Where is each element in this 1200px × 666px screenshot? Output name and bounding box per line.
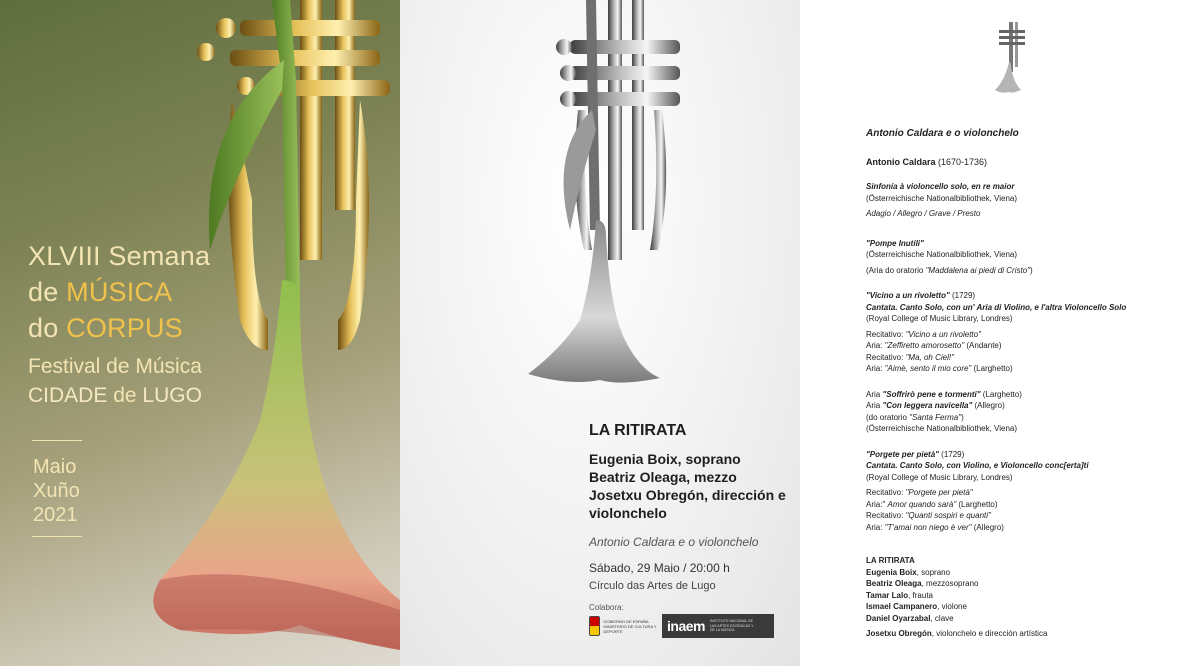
- concert-panel: [400, 0, 800, 666]
- cast-member: Beatriz Oleaga, mezzosoprano: [866, 579, 979, 588]
- cast-member: Eugenia Boix, soprano: [866, 567, 951, 577]
- inaem-logo: [662, 614, 774, 638]
- thumbnail-illustration: [971, 12, 1051, 102]
- work-5: "Porgete per pietà" (1729) Cantata. Canto Solo, con Violino, e Violoncello conc[erta]ti (Royal College of Music Library, Londres) Recitativo: "Porgete per pietà" Aria:" Amor quando sarà" (Larghetto) Recitativo: "Quanti sospiri e quanti" Aria: "T'amai non niego è ver" (Allegro): [866, 449, 1089, 532]
- performer-2: Beatriz Oleaga, mezzo: [589, 469, 737, 485]
- performer-3: Josetxu Obregón, dirección e violonchelo: [589, 487, 786, 521]
- work-3: "Vicino a un rivoletto" (1729) Cantata. Canto Solo, con un' Aria di Violino, e l'altra Violoncello Solo (Royal College of Music Library, Londres) Recitativo: "Vicino a un rivoletto" Aria: "Zeffiretto amorosetto" (Andante) Recitativo: "Ma, oh Ciel!" Aria: "Aimè, sento il mio core" (Larghetto): [866, 291, 1127, 373]
- performers: [589, 450, 794, 522]
- program-title: Antonio Caldara e o violonchelo: [589, 535, 759, 549]
- festival-dates: [33, 455, 80, 527]
- concert-venue: Círculo das Artes de Lugo: [589, 580, 716, 592]
- sponsor-label: Colabora:: [589, 603, 624, 612]
- work-1: Sinfonía à violoncello solo, en re maior (Österreichische Nationalbibliothek, Viena) Adagio / Allegro / Grave / Presto: [866, 182, 1018, 218]
- cast-ensemble: LA RITIRATA: [866, 556, 915, 565]
- month-june: Xuño: [33, 480, 80, 502]
- program-heading: Antonio Caldara e o violonchelo: [866, 128, 1019, 139]
- work-4: Aria "Soffrirò pene e tormenti" (Larghetto) Aria "Con leggera navicella" (Allegro) (do oratorio "Santa Ferma") (Österreichische Nationalbibliothek, Viena): [866, 389, 1022, 433]
- performer-1: Eugenia Boix, soprano: [589, 451, 741, 467]
- cast-member: Ismael Campanero, violone: [866, 602, 967, 611]
- month-may: Maio: [33, 456, 77, 478]
- title-line-2: de MÚSICA: [28, 277, 173, 307]
- year: 2021: [33, 504, 78, 526]
- ensemble-name: LA RITIRATA: [589, 422, 687, 439]
- concert-date: Sábado, 29 Maio / 20:00 h: [589, 561, 730, 575]
- inaem-logo-desc: INSTITUTO NACIONAL DE LAS ARTES ESCÉNICAS Y DE LA MÚSICA: [709, 619, 754, 633]
- city-label: CIDADE de LUGO: [28, 384, 202, 407]
- divider-bottom: [32, 536, 82, 537]
- inaem-logo-name: inaem: [667, 618, 705, 634]
- work-2: "Pompe Inutili" (Österreichische Nationalbibliothek, Viena) (Aria do oratorio "Maddalena ai piedi di Cristo"): [866, 238, 1033, 275]
- divider-top: [32, 440, 82, 441]
- cast-member: Tamar Lalo, frauta: [866, 590, 933, 600]
- cast-member: Daniel Oyarzabal, clave: [866, 613, 954, 623]
- title-line-3: do CORPUS: [28, 313, 183, 343]
- bw-trumpet-flower-illustration: [400, 0, 800, 420]
- cover-panel: [0, 0, 400, 666]
- cast-list: [866, 555, 1186, 640]
- title-line-1: XLVIII Semana: [28, 241, 211, 271]
- program-panel: [800, 0, 1200, 666]
- ministry-logo-text: GOBIERNO DE ESPAÑA MINISTERIO DE CULTURA Y DEPORTE: [603, 618, 657, 634]
- cast-director: Josetxu Obregón, violonchelo e dirección artística: [866, 629, 1048, 638]
- composer-line: Antonio Caldara (1670-1736): [866, 156, 988, 167]
- festival-label: Festival de Música: [28, 355, 202, 378]
- coat-of-arms-icon: [589, 616, 600, 636]
- ministry-logo: [589, 614, 661, 638]
